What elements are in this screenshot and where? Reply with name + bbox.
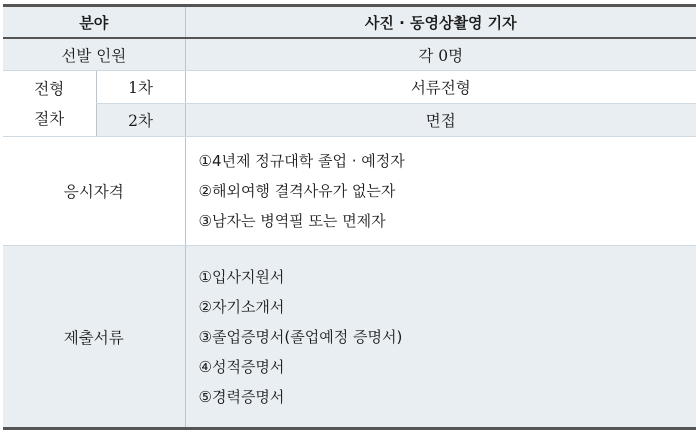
recruitment-table bbox=[3, 4, 696, 430]
qualification-item: ③남자는 병역필 또는 면제자 bbox=[198, 212, 386, 230]
document-item: ⑤경력증명서 bbox=[198, 387, 285, 406]
recruit-count-label: 선발 인원 bbox=[3, 38, 185, 71]
procedure-label-line1: 전형 bbox=[34, 79, 65, 98]
document-item: ④성적증명서 bbox=[198, 357, 285, 376]
documents-row bbox=[3, 246, 696, 429]
document-item: ①입사지원서 bbox=[198, 267, 285, 286]
document-item: ②자기소개서 bbox=[198, 297, 285, 316]
procedure-value-1: 서류전형 bbox=[185, 71, 696, 104]
procedure-label bbox=[3, 71, 96, 137]
documents-list bbox=[185, 246, 696, 429]
procedure-row-2 bbox=[3, 104, 696, 137]
procedure-stage-1: 1차 bbox=[96, 71, 185, 104]
recruitment-table-container bbox=[3, 4, 696, 430]
qualification-label: 응시자격 bbox=[3, 137, 185, 246]
document-item: ③졸업증명서(졸업예정 증명서) bbox=[198, 327, 403, 346]
procedure-row-1 bbox=[3, 71, 696, 104]
field-header-label: 분야 bbox=[3, 6, 185, 39]
documents-label: 제출서류 bbox=[3, 246, 185, 429]
recruit-count-row bbox=[3, 38, 696, 71]
recruit-count-value: 각 0명 bbox=[185, 38, 696, 71]
qualification-item: ①4년제 정규대학 졸업 · 예정자 bbox=[198, 152, 405, 170]
procedure-value-2: 면접 bbox=[185, 104, 696, 137]
qualification-item: ②해외여행 결격사유가 없는자 bbox=[198, 182, 396, 200]
qualification-list bbox=[185, 137, 696, 246]
qualification-row bbox=[3, 137, 696, 246]
header-row bbox=[3, 6, 696, 39]
procedure-stage-2: 2차 bbox=[96, 104, 185, 137]
procedure-label-line2: 절차 bbox=[34, 109, 65, 128]
field-header-value: 사진 · 동영상촬영 기자 bbox=[185, 6, 696, 39]
